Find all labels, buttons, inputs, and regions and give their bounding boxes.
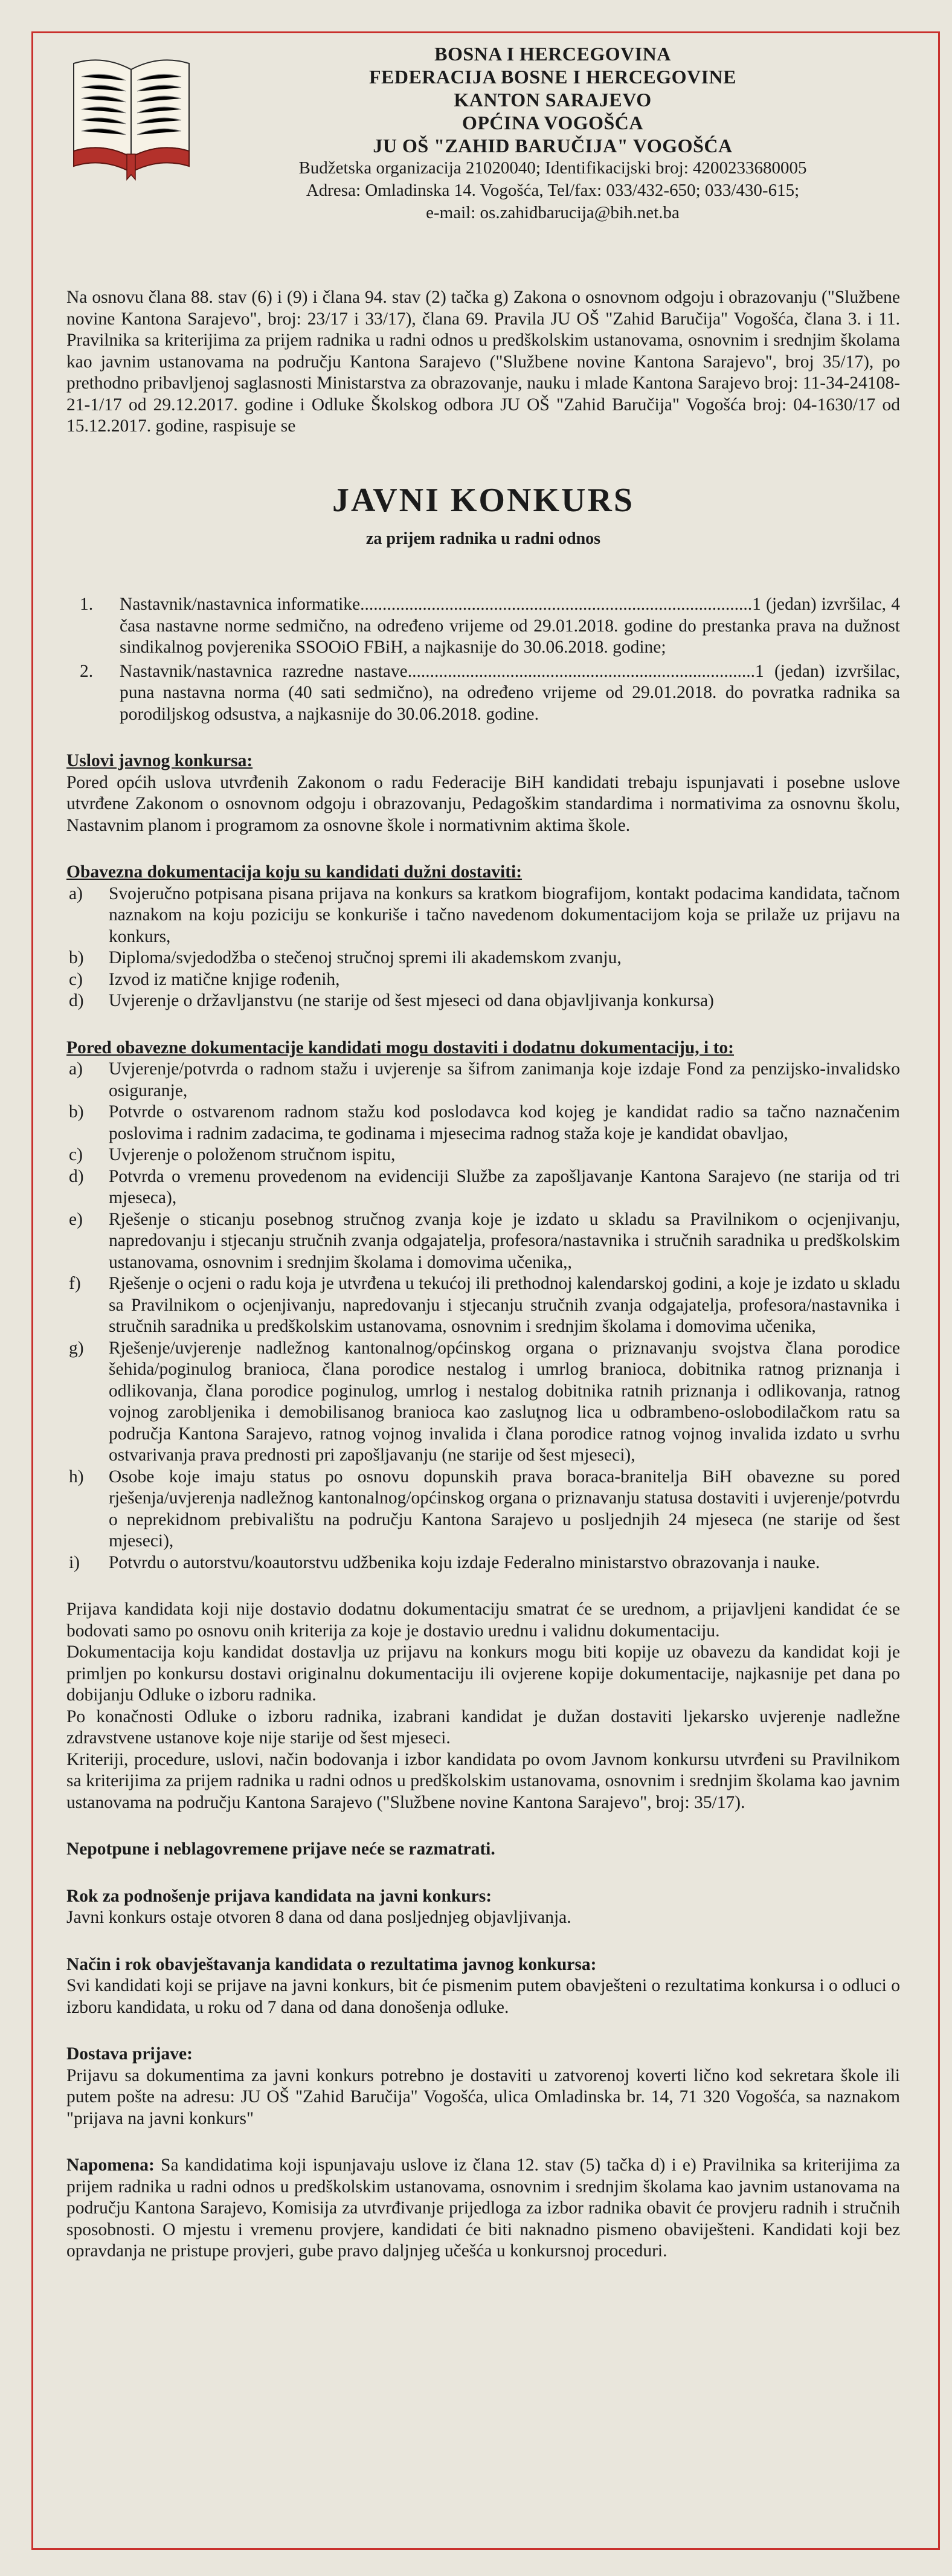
- document-body: [66, 287, 900, 2262]
- header-line-canton: KANTON SARAJEVO: [454, 89, 652, 111]
- section-text-uslovi: Pored općih uslova utvrđenih Zakonom o radu Federacije BiH kandidati trebaju ispunjavati i posebne uslove utvrđene Zakonom o osnovnom odgoju i obrazovanju, Pedagoškim standardima i normativima za osnovnu školu, Nastavnim planom i programom za osnovne škole i normativnim aktima škole.: [66, 772, 900, 835]
- list-item: g) Rješenje/uvjerenje nadležnog kantonalnog/općinskog organa o priznavanju svojstva člana porodice šehida/poginulog branioca, člana porodice nestalog i umrlog branioca, dobitnika ratnog priznanja i odlikovanja, člana porodice poginulog, umrlog i nestalog dobitnika ratnih priznanja i odlikovanja, ratnog vojnog zarobljenika i demobilisanog branioca kao zasluţnog lica u odbrambeno-oslobodilačkom ratu sa područja Kantona Sarajevo, ratnog vojnog invalida i člana porodice ratnog vojnog invalida izdato u svrhu ostvarivanja prava prednosti pri zapošljavanju (ne starije od šest mjeseci),: [69, 1338, 900, 1465]
- section-heading-dostava: Dostava prijave:: [66, 2044, 193, 2064]
- list-item: b) Diploma/svjedodžba o stečenoj stručnoj spremi ili akademskom zvanju,: [69, 948, 622, 967]
- list-item: c) Uvjerenje o položenom stručnom ispitu,: [69, 1145, 396, 1164]
- paragraph: Dokumentacija koju kandidat dostavlja uz prijavu na konkurs mogu biti kopije uz obavezu da kandidat koji je primljen po konkursu dostavi originalnu dokumentaciju ili ovjerene kopije dokumentacije, najkasnije pet dana po dobijanju Odluke o izboru radnika.: [66, 1642, 900, 1705]
- note-paragraph: [66, 2155, 900, 2262]
- letterhead: [66, 42, 900, 242]
- list-item: h) Osobe koje imaju status po osnovu dopunskih prava boraca-branitelja BiH obavezne su pored rješenja/uvjerenja nadležnog kantonalnog/općinskog organa o priznavanju statusa dostaviti i uvjerenje/potvrdu o neprekidnom prebivalištu na području Kantona Sarajevo u posljednjih 24 mjeseca (ne starije od šest mjeseci),: [69, 1467, 900, 1551]
- list-item: d) Uvjerenje o državljanstvu (ne starije od šest mjeseci od dana objavljivanja konkursa): [69, 991, 714, 1010]
- section-text-rok: Javni konkurs ostaje otvoren 8 dana od dana posljednjeg objavljivanja.: [66, 1908, 571, 1927]
- page-title: JAVNI KONKURS: [332, 481, 635, 519]
- position-item: [66, 661, 900, 726]
- list-item: d) Potvrda o vremenu provedenom na evidenciji Službe za zapošljavanje Kantona Sarajevo (ne starija od tri mjeseca),: [69, 1166, 900, 1207]
- note-label: Napomena:: [66, 2155, 155, 2175]
- list-item: a) Svojeručno potpisana pisana prijava na konkurs sa kratkom biografijom, kontakt podacima kandidata, tačnom naznakom na koju poziciju se konkuriše i tačno navedenom dokumentacijom koja se prilaže uz prijavu na konkurs,: [69, 883, 900, 946]
- paragraph: Kriteriji, procedure, uslovi, način bodovanja i izbor kandidata po ovom Javnom konkursu utvrđeni su Pravilnikom sa kriterijima za prijem radnika u radni odnos u predškolskim ustanovama, osnovnim i srednjim školama kao javnim ustanovama na području Kantona Sarajevo ("Službene novine Kantona Sarajevo", broj: 35/17).: [66, 1749, 900, 1812]
- list-item: c) Izvod iz matične knjige rođenih,: [69, 969, 340, 989]
- header-line-school: JU OŠ "ZAHID BARUČIJA" VOGOŠĆA: [373, 135, 733, 157]
- list-item: a) Uvjerenje/potvrda o radnom stažu i uvjerenje sa šifrom zanimanja koje izdaje Fond za penzijsko-invalidsko osiguranje,: [69, 1059, 900, 1100]
- position-text: Nastavnik/nastavnica informatike........................................................................................1 (jedan) izvršilac, 4 časa nastavne norme sedmično, na određeno vrijeme od 29.01.2018. godine do prestanka prava na dužnost sindikalnog povjerenika SSOOiO FBiH, a najkasnije do 30.06.2018. godine;: [120, 595, 900, 657]
- section-heading-rok: Rok za podnošenje prijava kandidata na javni konkurs:: [66, 1886, 492, 1906]
- header-line-federation: FEDERACIJA BOSNE I HERCEGOVINE: [369, 66, 736, 88]
- list-item: f) Rješenje o ocjeni o radu koja je utvrđena u tekućoj ili prethodnoj kalendarskoj godini, a koje je izdato u skladu sa Pravilnikom o ocjenjivanju, napredovanju i stjecanju stručnih zvanja odgajatelja, profesora/nastavnika i stručnih saradnika u predškolskim ustanovama, osnovnim i srednjim školama i domovima učenika,: [69, 1274, 900, 1336]
- header-email: e-mail: os.zahidbarucija@bih.net.ba: [426, 203, 680, 222]
- position-item: [66, 594, 900, 659]
- section-heading-uslovi: Uslovi javnog konkursa:: [66, 751, 253, 770]
- paragraph: Po konačnosti Odluke o izboru radnika, izabrani kandidat je dužan dostaviti ljekarsko uvjerenje nadležne zdravstvene ustanove koje nije starije od šest mjeseci.: [66, 1706, 900, 1748]
- page-subtitle: za prijem radnika u radni odnos: [365, 529, 601, 548]
- list-item: b) Potvrde o ostvarenom radnom stažu kod poslodavca kod kojeg je kandidat radio sa tačno naznačenim poslovima i radnim zadacima, te godinama i mjesecima radnog staža koje je kandidat obavljao,: [69, 1102, 900, 1143]
- position-text: Nastavnik/nastavnica razredne nastave..............................................................................1 (jedan) izvršilac, puna nastavna norma (40 sati sedmično), na određeno vrijeme od 29.01.2018. do povratka radnika sa porodiljskog odsustva, a najkasnije do 30.06.2018. godine.: [120, 661, 900, 724]
- list-item: e) Rješenje o sticanju posebnog stručnog zvanja koje je izdato u skladu sa Pravilnikom o ocjenjivanju, napredovanju i stjecanju stručnih zvanja odgajatelja, profesora/nastavnika i stručnih saradnika u predškolskim ustanovama, osnovnim i srednjim školama i domovima učenika,,: [69, 1209, 900, 1272]
- notice-incomplete: Nepotpune i neblagovremene prijave neće se razmatrati.: [66, 1839, 495, 1859]
- paragraph: Prijava kandidata koji nije dostavio dodatnu dokumentaciju smatrat će se urednom, a prijavljeni kandidat će se bodovati samo po osnovu onih kriterija za koje je dostavio urednu i validnu dokumentaciju.: [66, 1600, 900, 1641]
- header-budget: Budžetska organizacija 21020040; Identifikacijski broj: 4200233680005: [298, 158, 807, 178]
- section-text-dostava: Prijavu sa dokumentima za javni konkurs potrebno je dostaviti u zatvorenoj koverti lično kod sekretara škole ili putem pošte na adresu: JU OŠ "Zahid Baručija" Vogošća, ulica Omladinska br. 14, 71 320 Vogošća, sa naznakom "prijava na javni konkurs": [66, 2065, 900, 2128]
- position-number: 2.: [80, 661, 94, 681]
- section-text-nacin: Svi kandidati koji se prijave na javni konkurs, bit će pismenim putem obavješteni o rezultatima konkursa i o odluci o izboru kandidata, u roku od 7 dana od dana donošenja odluke.: [66, 1976, 900, 2017]
- header-line-country: BOSNA I HERCEGOVINA: [434, 43, 671, 65]
- section-heading-nacin: Način i rok obavještavanja kandidata o rezultatima javnog konkursa:: [66, 1954, 597, 1974]
- header-line-municipality: OPĆINA VOGOŠĆA: [462, 112, 644, 134]
- section-heading-dodatna: Pored obavezne dokumentacije kandidati mogu dostaviti i dodatnu dokumentaciju, i to:: [66, 1038, 734, 1057]
- position-number: 1.: [80, 595, 94, 614]
- section-heading-obavezna: Obavezna dokumentacija koju su kandidati dužni dostaviti:: [66, 862, 523, 882]
- open-book-logo: [66, 45, 196, 181]
- paragraph-group: [66, 1599, 900, 1813]
- header-address: Adresa: Omladinska 14. Vogošća, Tel/fax: 033/432-650; 033/430-615;: [306, 181, 800, 200]
- list-item: i) Potvrdu o autorstvu/koautorstvu udžbenika koju izdaje Federalno ministarstvo obrazovanja i nauke.: [69, 1552, 820, 1572]
- note-text: Sa kandidatima koji ispunjavaju uslove iz člana 12. stav (5) tačka d) i e) Pravilnika sa kriterijima za prijem radnika u radni odnos u predškolskim ustanovama, osnovnim i srednjim školama kao javnim ustanovama na području Kantona Sarajevo, Komisija za utvrđivanje prijedloga za izbor radnika obavit će provjeru radnih i stručnih sposobnosti. O mjestu i vremenu provjere, kandidati će biti naknadno pismeno obaviješteni. Kandidati koji bez opravdanja ne pristupe provjeri, gube pravo daljnjeg učešća u konkursnoj proceduri.: [66, 2155, 901, 2261]
- intro-paragraph: Na osnovu člana 88. stav (6) i (9) i člana 94. stav (2) tačka g) Zakona o osnovnom odgoju i obrazovanju ("Službene novine Kantona Sarajevo", broj: 23/17 i 33/17), člana 69. Pravila JU OŠ "Zahid Baručija" Vogošća, člana 3. i 11. Pravilnika sa kriterijima za prijem radnika u radni odnos u predškolskim ustanovama, osnovnim i srednjim školama kao javnim ustanovama na području Kantona Sarajevo ("Službene novine Kantona Sarajevo", broj 35/17), po prethodno pribavljenoj saglasnosti Ministarstva za obrazovanje, nauku i mlade Kantona Sarajevo broj: 11-34-24108-21-1/17 od 29.12.2017. godine i Odluke Školskog odbora JU OŠ "Zahid Baručija" Vogošća broj: 04-1630/17 od 15.12.2017. godine, raspisuje se: [66, 288, 900, 436]
